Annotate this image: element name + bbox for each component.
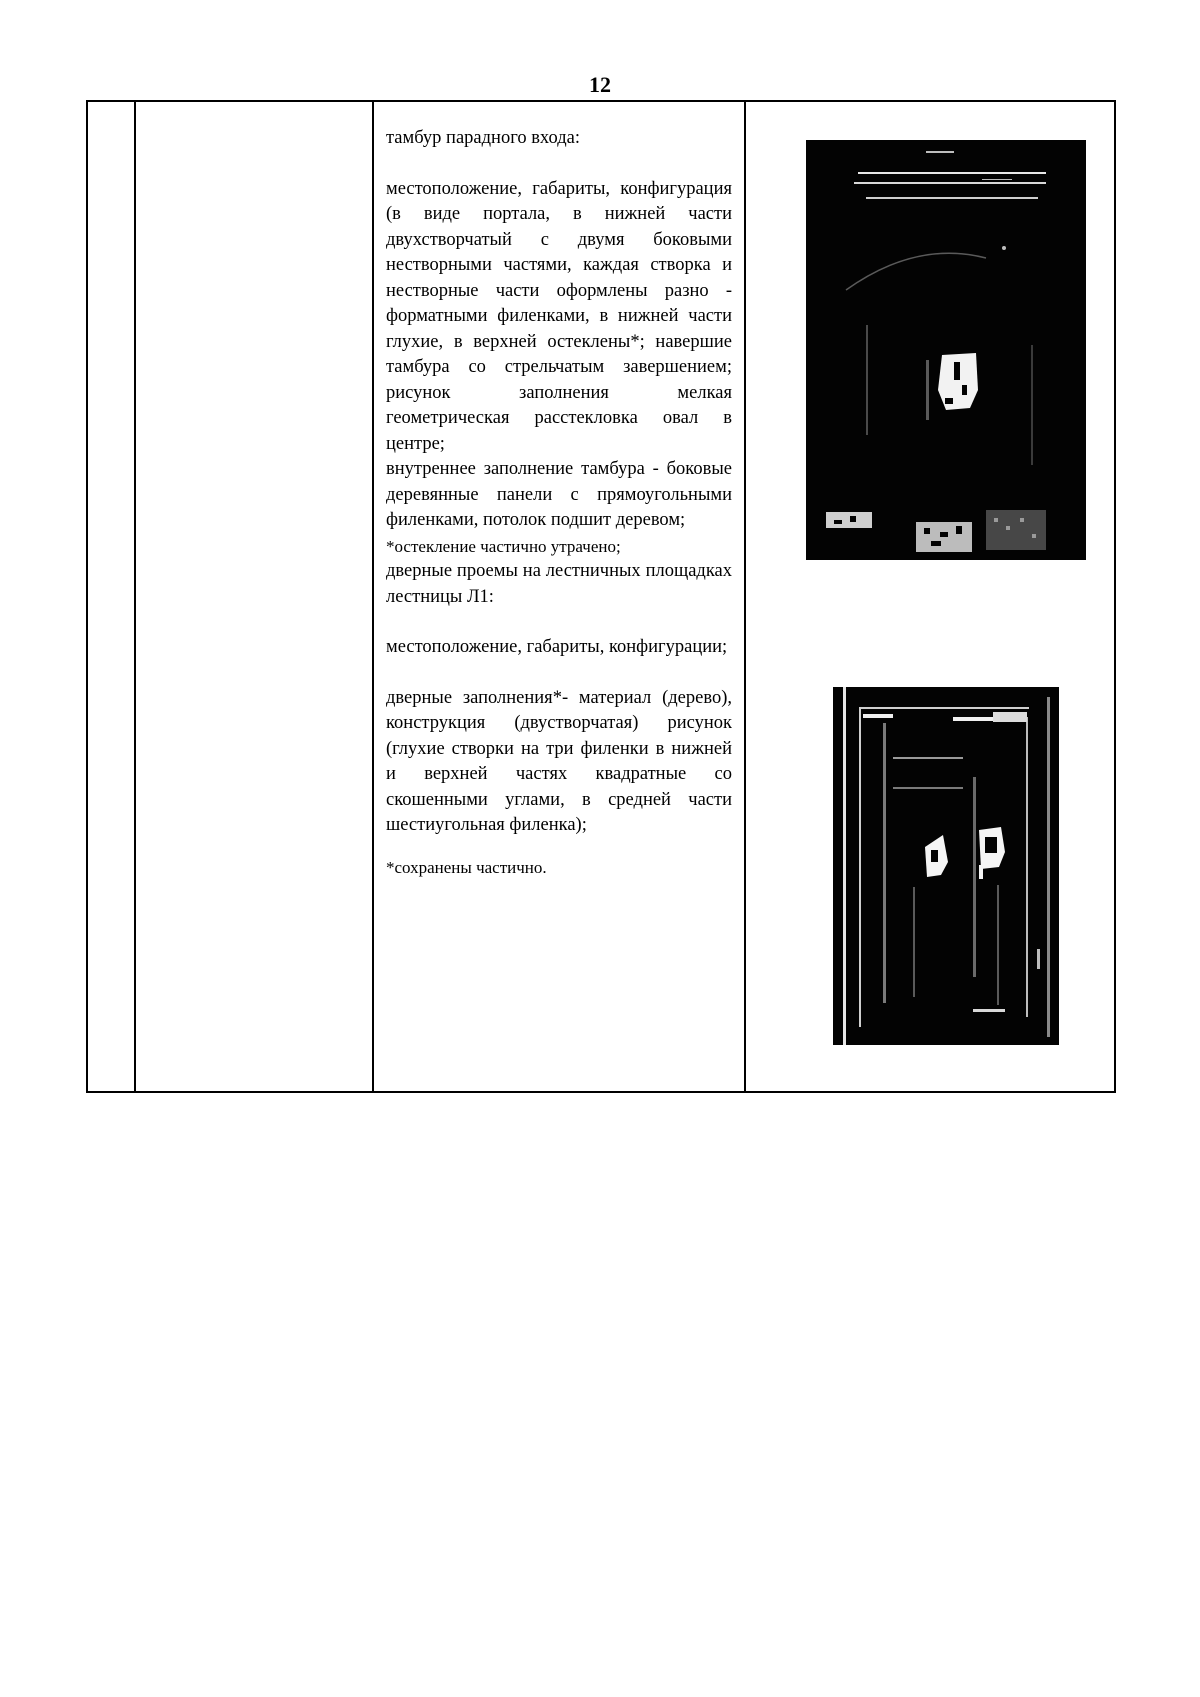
table-cell-photos [745,101,1115,1092]
paragraph-vestibule-heading: тамбур парадного входа: [386,128,580,148]
paragraph-door-fillings: дверные заполнения*- материал (дерево), конструкция (двустворчатая) рисунок (глухие створки на три филенки в нижней и верхней частях квадратные со скошенными углами, в средней части шестиугольная филенка); [386,687,732,835]
paragraph-preserved-note: *сохранены частично. [386,857,547,877]
table-cell-description [373,101,745,1092]
table-cell-name [135,101,373,1092]
document-table [86,100,1116,1093]
paragraph-vestibule-details: местоположение, габариты, конфигурация (в виде портала, в нижней части двухстворчатый с двумя боковыми нестворными частями, каждая створка и нестворные части оформлены разно - форматными филенками, в нижней части глухие, в верхней остеклены*; навершие тамбура со стрельчатым завершением; рисунок заполнения мелкая геометрическая расстекловка овал в центре; [386,178,732,454]
photo-entrance-vestibule-icon [806,140,1086,560]
table-cell-number [87,101,135,1092]
paragraph-landing-doors-heading: дверные проемы на лестничных площадках лестницы Л1: [386,561,732,607]
photo-stair-landing-door-icon [833,687,1059,1045]
table-row [87,101,1115,1092]
paragraph-landing-doors-layout: местоположение, габариты, конфигурации; [386,637,728,657]
paragraph-vestibule-interior: внутреннее заполнение тамбура - боковые деревянные панели с прямоугольными филенками, потолок подшит деревом; [386,459,732,530]
page-number: 12 [589,72,611,97]
paragraph-glazing-note: *остекление частично утрачено; [386,536,621,556]
